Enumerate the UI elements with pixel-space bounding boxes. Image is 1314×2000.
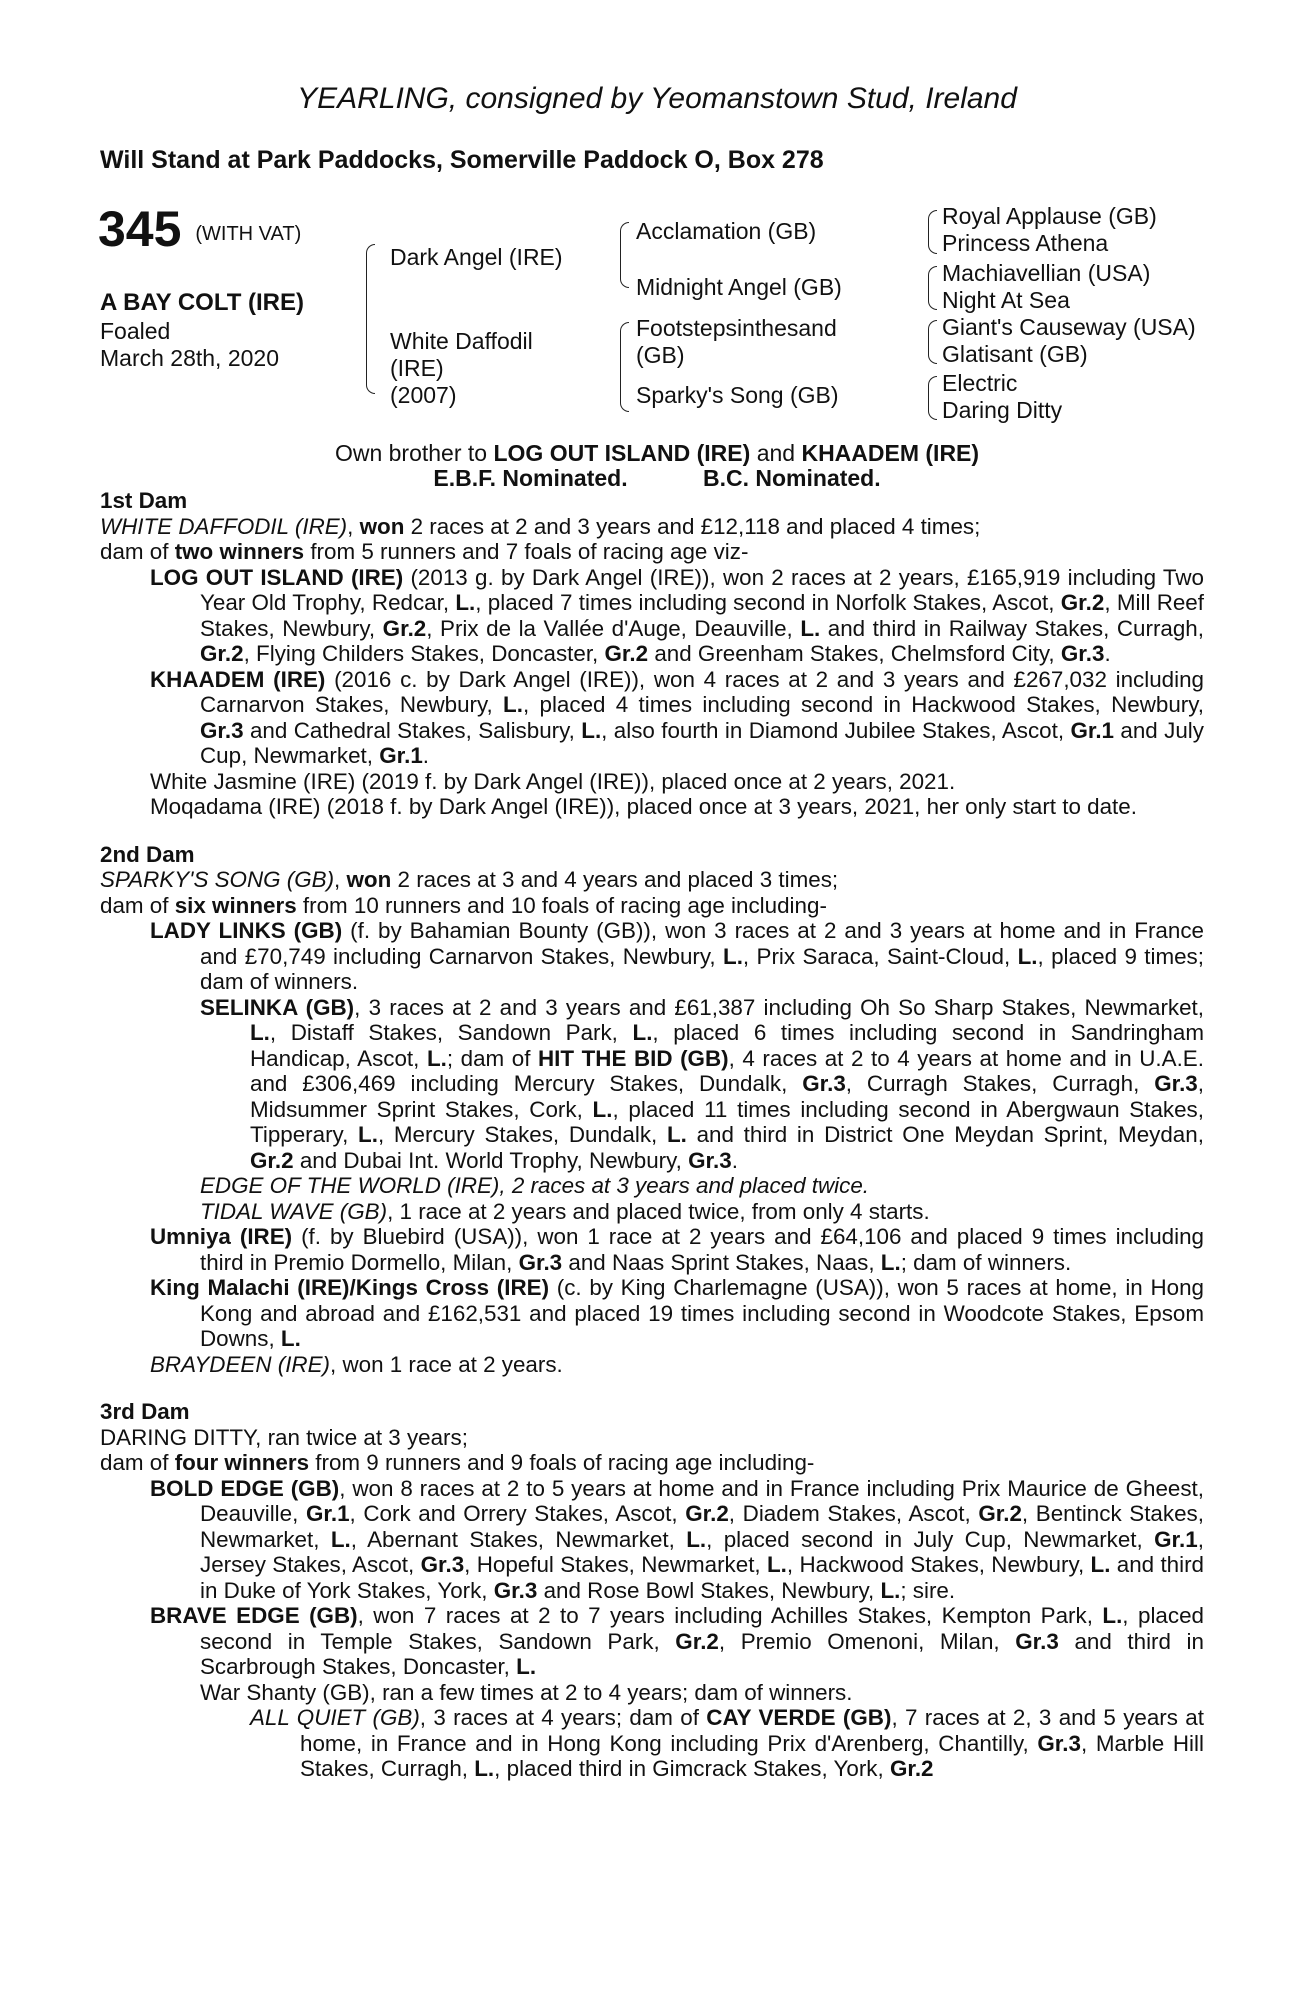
pedigree-gen3-item: Night At Sea	[942, 287, 1070, 313]
pedigree-sire-dam: Midnight Angel (GB)	[636, 274, 842, 300]
section-heading: 3rd Dam	[100, 1399, 190, 1424]
progeny-entry: BRAVE EDGE (GB), won 7 races at 2 to 7 years including Achilles Stakes, Kempton Park, L., placed second in Temple Stakes, Sandown Park, Gr.2, Premio Omenoni, Milan, Gr.3 and third in Scarbrough Stakes, Doncaster, L.	[150, 1603, 1204, 1679]
section-gap	[100, 1377, 1204, 1399]
progeny-entry: King Malachi (IRE)/Kings Cross (IRE) (c. by King Charlemagne (USA)), won 5 races at home, in Hong Kong and abroad and £162,531 and placed 19 times including second in Woodcote Stakes, Epsom Downs, L.	[150, 1275, 1204, 1351]
ebf-nominated: E.B.F. Nominated.	[433, 465, 628, 491]
progeny-entry: KHAADEM (IRE) (2016 c. by Dark Angel (IRE)), won 4 races at 2 and 3 years and £267,032 including Carnarvon Stakes, Newbury, L., placed 4 times including second in Hackwood Stakes, Newbury, Gr.3 and Cathedral Stakes, Salisbury, L., also fourth in Diamond Jubilee Stakes, Ascot, Gr.1 and July Cup, Newmarket, Gr.1.	[150, 666, 1204, 768]
dam-summary: WHITE DAFFODIL (IRE), won 2 races at 2 and 3 years and £12,118 and placed 4 times;	[100, 513, 981, 539]
dam-summary: DARING DITTY, ran twice at 3 years;	[100, 1424, 468, 1450]
catalogue-body	[100, 488, 1204, 1782]
dam-produce-summary: dam of two winners from 5 runners and 7 foals of racing age viz-	[100, 539, 749, 564]
progeny-entry: BOLD EDGE (GB), won 8 races at 2 to 5 years at home and in France including Prix Maurice de Gheest, Deauville, Gr.1, Cork and Orrery Stakes, Ascot, Gr.2, Diadem Stakes, Ascot, Gr.2, Bentinck Stakes, Newmarket, L., Abernant Stakes, Newmarket, L., placed second in July Cup, Newmarket, Gr.1, Jersey Stakes, Ascot, Gr.3, Hopeful Stakes, Newmarket, L., Hackwood Stakes, Newbury, L. and third in Duke of York Stakes, York, Gr.3 and Rose Bowl Stakes, Newbury, L.; sire.	[150, 1475, 1205, 1603]
progeny-entry: Umniya (IRE) (f. by Bluebird (USA)), won 1 race at 2 years and £64,106 and placed 9 times including third in Premio Dormello, Milan, Gr.3 and Naas Sprint Stakes, Naas, L.; dam of winners.	[150, 1224, 1204, 1275]
sale-header: YEARLING, consigned by Yeomanstown Stud, Ireland	[297, 82, 1017, 115]
vat-label: (WITH VAT)	[195, 223, 302, 245]
pedigree-dam-sire: Footstepsinthesand (GB)	[636, 315, 837, 368]
dam-produce-summary: dam of six winners from 10 runners and 10 foals of racing age including-	[100, 892, 827, 918]
own-brother-line: Own brother to LOG OUT ISLAND (IRE) and KHAADEM (IRE)	[334, 440, 980, 466]
bc-nominated: B.C. Nominated.	[703, 465, 881, 491]
pedigree-sire-sire: Acclamation (GB)	[636, 218, 817, 244]
progeny-entry: LADY LINKS (GB) (f. by Bahamian Bounty (GB)), won 3 races at 2 and 3 years at home and in France and £70,749 including Carnarvon Stakes, Newbury, L., Prix Saraca, Saint-Cloud, L., placed 9 times; dam of winners.	[150, 918, 1204, 994]
progeny-entry: SELINKA (GB), 3 races at 2 and 3 years and £61,387 including Oh So Sharp Stakes, Newmarket, L., Distaff Stakes, Sandown Park, L., placed 6 times including second in Sandringham Handicap, Ascot, L.; dam of HIT THE BID (GB), 4 races at 2 to 4 years at home and in U.A.E. and £306,469 including Mercury Stakes, Dundalk, Gr.3, Curragh Stakes, Curragh, Gr.3, Midsummer Sprint Stakes, Cork, L., placed 11 times including second in Abergwaun Stakes, Tipperary, L., Mercury Stakes, Dundalk, L. and third in District One Meydan Sprint, Meydan, Gr.2 and Dubai Int. World Trophy, Newbury, Gr.3.	[200, 994, 1204, 1173]
pedigree-brace-g3-1	[928, 210, 937, 254]
pedigree-brace-g3-4	[928, 376, 937, 420]
dam-summary: SPARKY'S SONG (GB), won 2 races at 3 and 4 years and placed 3 times;	[100, 867, 839, 892]
lot-number-block	[98, 201, 302, 257]
pedigree-gen3-item: Giant's Causeway (USA)	[942, 314, 1196, 340]
lot-description: A BAY COLT (IRE)	[100, 289, 305, 316]
pedigree-brace-sire	[620, 222, 629, 288]
pedigree-brace-g3-3	[928, 320, 937, 364]
pedigree-brace-main	[366, 244, 375, 394]
stand-location: Will Stand at Park Paddocks, Somerville Paddock O, Box 278	[100, 146, 824, 174]
progeny-entry: EDGE OF THE WORLD (IRE), 2 races at 3 years and placed twice.	[200, 1173, 870, 1198]
section-gap	[100, 820, 1204, 842]
progeny-entry: BRAYDEEN (IRE), won 1 race at 2 years.	[150, 1351, 563, 1377]
progeny-entry: LOG OUT ISLAND (IRE) (2013 g. by Dark Angel (IRE)), won 2 races at 2 years, £165,919 including Two Year Old Trophy, Redcar, L., placed 7 times including second in Norfolk Stakes, Ascot, Gr.2, Mill Reef Stakes, Newbury, Gr.2, Prix de la Vallée d'Auge, Deauville, L. and third in Railway Stakes, Curragh, Gr.2, Flying Childers Stakes, Doncaster, Gr.2 and Greenham Stakes, Chelmsford City, Gr.3.	[150, 564, 1204, 666]
progeny-entry: War Shanty (GB), ran a few times at 2 to 4 years; dam of winners.	[200, 1679, 853, 1705]
section-heading: 2nd Dam	[100, 841, 195, 867]
progeny-entry: White Jasmine (IRE) (2019 f. by Dark Angel (IRE)), placed once at 2 years, 2021.	[150, 768, 956, 794]
pedigree-gen3-item: Royal Applause (GB)	[942, 203, 1157, 229]
foaled-label: Foaled	[100, 318, 171, 344]
pedigree-brace-dam	[620, 322, 629, 412]
foaled-date: March 28th, 2020	[100, 345, 280, 371]
pedigree-dam-dam: Sparky's Song (GB)	[636, 382, 839, 408]
pedigree-gen3-item: Electric	[942, 370, 1018, 396]
dam-produce-summary: dam of four winners from 9 runners and 9 foals of racing age including-	[100, 1450, 815, 1475]
progeny-entry: Moqadama (IRE) (2018 f. by Dark Angel (IRE)), placed once at 3 years, 2021, her only start to date.	[150, 794, 1137, 819]
progeny-entry: ALL QUIET (GB), 3 races at 4 years; dam of CAY VERDE (GB), 7 races at 2, 3 and 5 years at home, in France and in Hong Kong including Prix d'Arenberg, Chantilly, Gr.3, Marble Hill Stakes, Curragh, L., placed third in Gimcrack Stakes, York, Gr.2	[250, 1705, 1204, 1781]
section-heading: 1st Dam	[100, 488, 188, 513]
pedigree-gen3-item: Machiavellian (USA)	[942, 260, 1151, 286]
pedigree-dam: White Daffodil (IRE) (2007)	[390, 328, 533, 408]
pedigree-gen3-item: Daring Ditty	[942, 397, 1063, 423]
pedigree-gen3-item: Glatisant (GB)	[942, 341, 1088, 367]
progeny-entry: TIDAL WAVE (GB), 1 race at 2 years and placed twice, from only 4 starts.	[200, 1198, 930, 1224]
pedigree-brace-g3-2	[928, 266, 937, 310]
lot-number: 345	[98, 201, 182, 257]
pedigree-gen3-item: Princess Athena	[942, 230, 1109, 256]
pedigree-sire: Dark Angel (IRE)	[390, 244, 563, 270]
foaled-info	[100, 318, 279, 372]
